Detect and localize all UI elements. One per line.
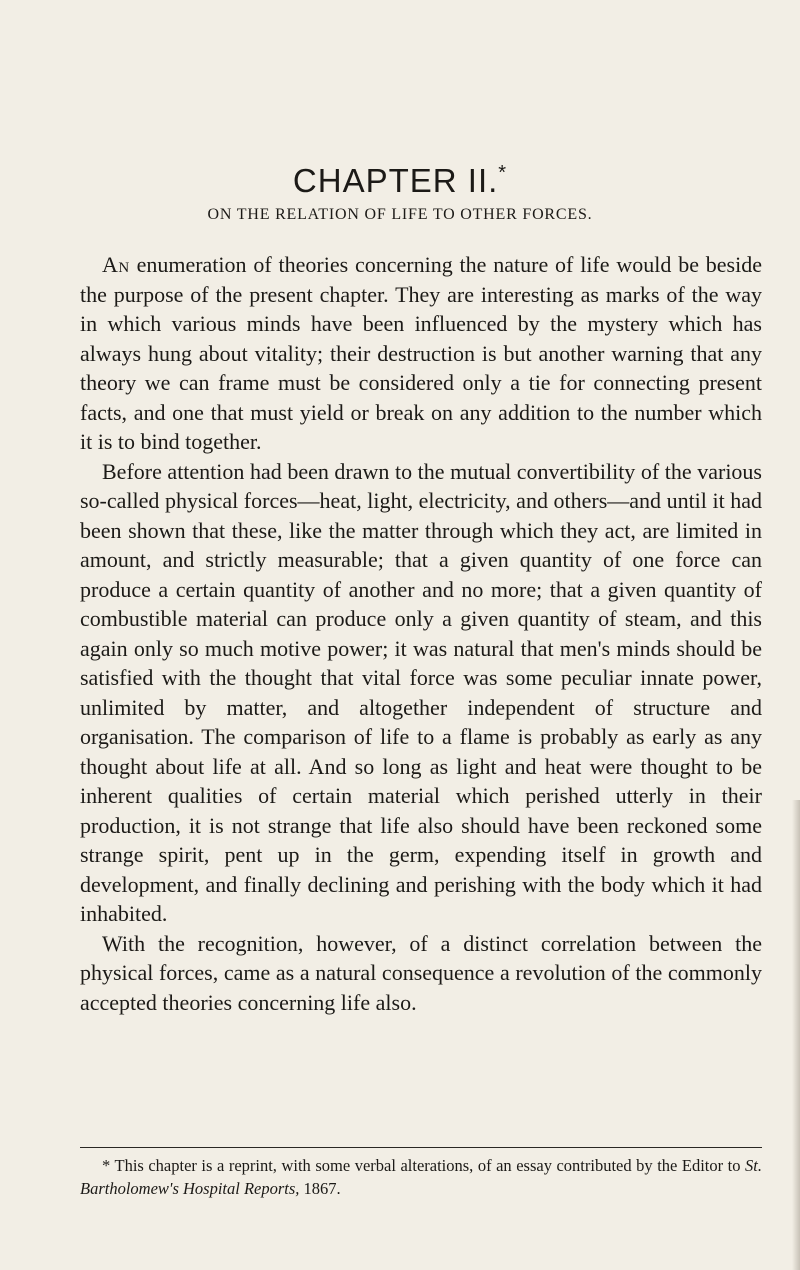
paragraph [80,457,762,929]
paragraph [80,250,762,457]
chapter-title [0,162,800,200]
chapter-title-text: CHAPTER II. [292,162,499,200]
chapter-footnote-mark: * [498,162,508,185]
chapter-subtitle: ON THE RELATION OF LIFE TO OTHER FORCES. [207,206,593,223]
paragraph-text: Before attention had been drawn to the mutual convertibility of the various so-called physical forces—heat, light, electricity, and others—and until it had been shown that these, like the matter through which they act, are limited in amount, and strictly measurable; that a given quantity of one force can produce a certain quantity of another and no more; that a given quantity of combustible material can produce only a given quantity of steam, and this again only so much motive power; it was natural that men's minds should be satisfied with the thought that vital force was some peculiar innate power, unlimited by matter, and altogether independent of structure and organisation. The comparison of life to a flame is probably as early as any thought about life at all. And so long as light and heat were thought to be inherent qualities of certain material which perished utterly in their production, it is not strange that life also should have been reckoned some strange spirit, pent up in the germ, expending itself in growth and development, and finally declining and perishing with the body which it had inhabited. [80,458,762,926]
footnote-year: 1867. [299,1179,341,1198]
footnote-text: This chapter is a reprint, with some verbal alterations, of an essay contributed by the Editor to [110,1156,746,1175]
paragraph [80,929,762,1018]
paragraph-lead-word: An [102,252,130,277]
footnote [80,1154,762,1200]
footnote-mark: * [102,1156,111,1175]
scan-edge-shadow [792,800,800,1270]
paragraph-text: With the recognition, however, of a distinct correlation between the physical forces, came as a natural consequence a revolution of the commonly accepted theories concerning life also. [80,930,762,1015]
footnote-citation: St. Bartholomew's Hospital Reports, [80,1156,762,1198]
chapter-body [80,250,762,1017]
footnote-divider [80,1147,762,1148]
paragraph-text: enumeration of theories concerning the nature of life would be beside the purpose of the present chapter. They are interesting as marks of the way in which various minds have been influenced by the mystery which has always hung about vitality; their destruction is but another warning that any theory we can frame must be considered only a tie for connecting present facts, and one that must yield or break on any addition to the number which it is to bind together. [80,252,762,454]
